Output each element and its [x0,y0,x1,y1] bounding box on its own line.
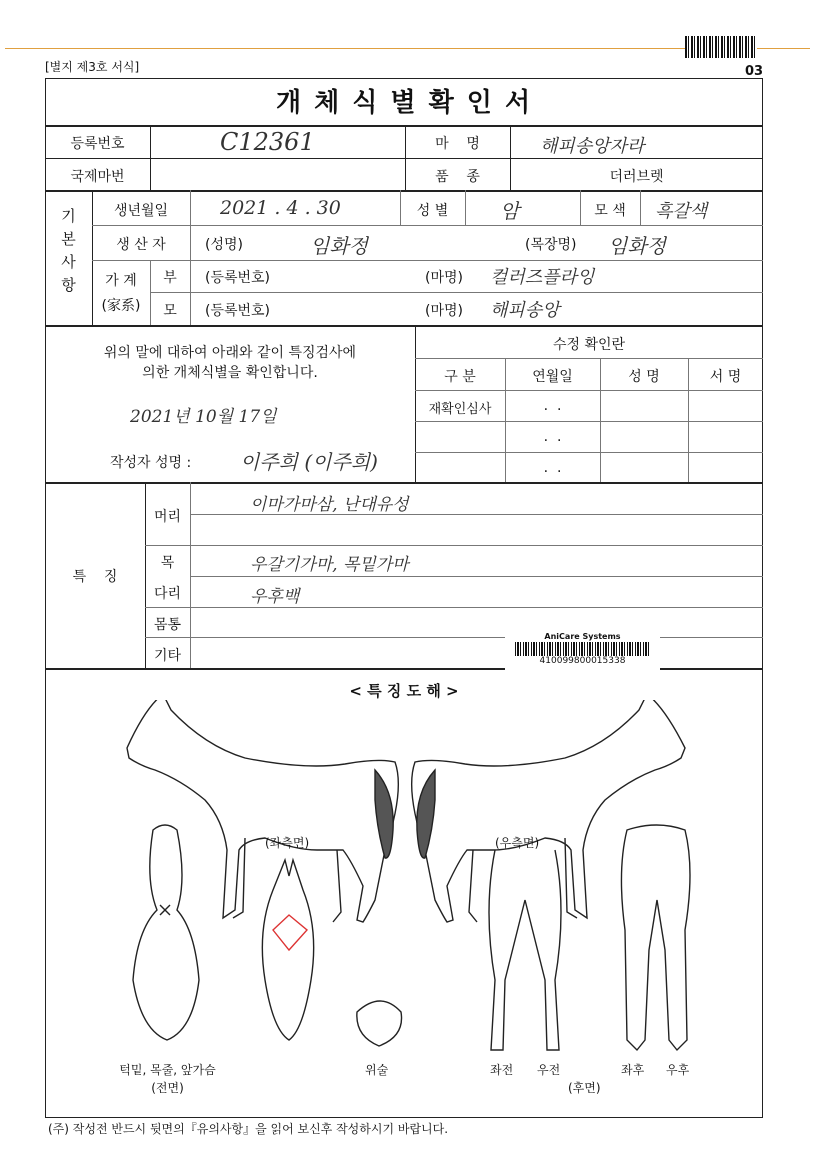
dam-name-label: (마명) [425,303,463,319]
sire-label: 부 [163,270,177,286]
divider [190,190,191,260]
divider [640,190,641,225]
divider [92,260,763,261]
document-title: 개 체 식 별 확 인 서 [275,88,533,118]
footer-note: (주) 작성전 반드시 뒷면의『유의사항』을 읽어 보신후 작성하시기 바랍니다. [48,1122,449,1136]
lf-label: 좌전 [490,1063,514,1077]
reg-no-label: 등록번호 [70,136,125,152]
color-value: 흑갈색 [655,201,708,222]
divider [415,358,763,359]
horse-left-side [127,700,398,922]
head-label: 머리 [153,509,182,525]
legs-label: 다리 [153,586,182,602]
color-label: 모 색 [594,203,626,219]
horse-front-legs [489,850,561,1050]
divider [415,390,763,391]
divider [45,125,763,127]
statement-line2: 의한 개체식별을 확인합니다. [142,365,318,381]
front-label: 턱밑, 목줄, 앞가슴 [119,1063,216,1077]
diagram-title: < 특 징 도 해 > [349,682,459,700]
horse-front-view [133,825,199,1040]
dam-reg-label: (등록번호) [205,303,271,319]
producer-label: 생 산 자 [116,237,166,253]
rf-label: 우전 [537,1063,561,1077]
intl-no-label: 국제마번 [70,169,125,185]
lineage-hanja: (家系) [101,298,141,314]
horse-name-value: 해피송앙자라 [540,136,645,157]
muzzle-label: 위술 [365,1063,389,1077]
right-side-label: (우측면) [495,836,540,850]
sire-name-value: 컬러즈플라잉 [490,267,595,288]
sticker-barcode [515,642,650,656]
writer-signature: 이주희 (이주희) [240,450,378,474]
confirm-date: 2021년 10월 17일 [130,407,277,427]
revision-title: 수정 확인란 [552,337,626,353]
reg-no-value: C12361 [220,128,315,156]
divider [45,190,763,192]
left-side-label: (좌측면) [265,836,310,850]
basic-label-char: 항 [61,276,76,294]
divider [45,158,763,159]
divider [45,325,763,327]
horse-name-label: 마 명 [435,136,480,152]
rear-sub-label: (후면) [568,1081,601,1095]
horse-muzzle [357,1001,402,1046]
revision-row-date: . . [543,429,562,445]
dam-name-value: 해피송앙 [490,300,560,321]
producer-name-value: 임화정 [310,234,368,258]
revision-row-date: . . [543,398,562,414]
divider [45,482,763,484]
revision-row-date: . . [543,460,562,476]
divider [145,545,763,546]
farm-value: 임화정 [608,234,666,258]
barcode-top [685,36,757,58]
farm-label: (목장명) [525,237,577,253]
lh-label: 좌후 [621,1063,645,1077]
horse-head-front [262,860,313,1040]
sire-reg-label: (등록번호) [205,270,271,286]
sire-name-label: (마명) [425,270,463,286]
breed-value: 더러브렛 [609,169,664,185]
head-value: 이마가마삼, 난대유성 [250,495,409,515]
divider [415,452,763,453]
divider [190,482,191,668]
revision-col-type: 구 분 [444,369,476,385]
body-label: 몸통 [153,617,182,633]
rh-label: 우후 [666,1063,690,1077]
lineage-label: 가 계 [105,273,137,289]
feature-diagram [45,700,763,1118]
other-label: 기타 [153,648,182,664]
legs-value: 우후백 [250,587,300,607]
basic-label-char: 본 [61,230,76,248]
features-label: 특 징 [72,569,118,585]
revision-col-date: 연월일 [532,369,573,385]
horse-right-side [412,700,685,922]
divider [190,260,191,325]
neck-label: 목 [160,555,175,571]
divider [415,421,763,422]
neck-value: 우갈기가마, 목밑가마 [250,555,409,575]
horse-hind-legs [621,825,690,1050]
form-label: [별지 제3호 서식] [45,60,140,74]
divider [150,125,151,190]
revision-row-type: 재확인심사 [428,402,492,417]
basic-section-label [45,205,92,297]
page-number: 03 [745,64,764,79]
dam-label: 모 [163,303,177,319]
producer-name-label: (성명) [205,237,243,253]
front-sub-label: (전면) [151,1081,184,1095]
revision-col-sign: 서 명 [709,369,742,385]
sticker-code: 410099800015338 [539,656,626,666]
breed-label: 품 종 [435,169,480,185]
statement-line1: 위의 말에 대하여 아래와 같이 특징검사에 [103,345,357,361]
divider [465,190,466,225]
basic-label-char: 기 [61,207,76,225]
anicare-sticker [505,632,660,672]
divider [92,225,763,226]
sticker-brand: AniCare Systems [544,632,621,641]
divider [145,637,763,638]
revision-col-name: 성 명 [628,369,660,385]
sex-value: 암 [500,199,520,223]
divider [145,607,763,608]
sex-label: 성 별 [416,203,449,219]
birth-value: 2021 . 4 . 30 [220,197,341,219]
divider [150,292,763,293]
birth-label: 생년월일 [113,203,169,219]
writer-label: 작성자 성명 : [110,455,192,471]
basic-label-char: 사 [61,253,76,271]
divider [190,576,763,577]
